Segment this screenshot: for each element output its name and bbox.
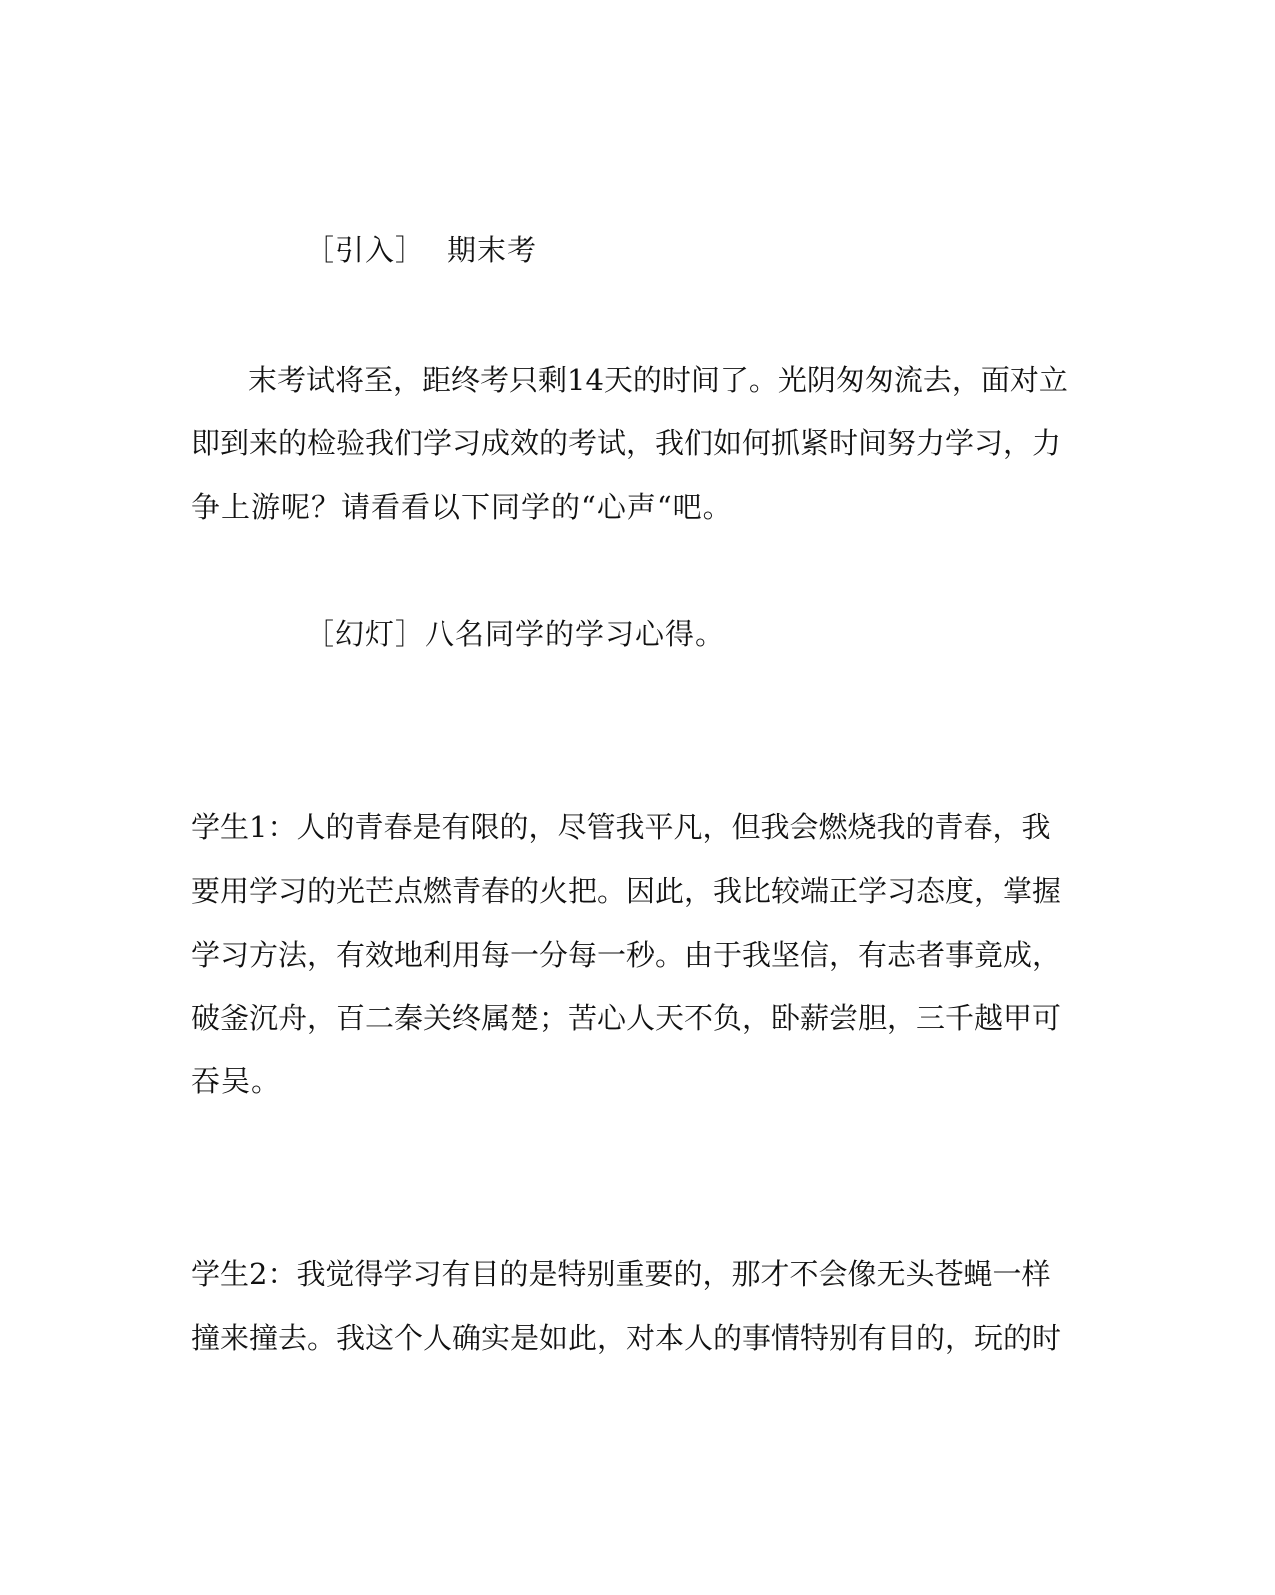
paragraph1-line: 争上游呢？请看看以下同学的“心声“吧。 bbox=[191, 490, 733, 524]
intro-label: ［引入］ bbox=[305, 233, 426, 267]
intro-title: 期末考 bbox=[447, 233, 538, 267]
student1-line: 吞吴。 bbox=[191, 1064, 282, 1098]
student2-line: 撞来撞去。我这个人确实是如此，对本人的事情特别有目的，玩的时 bbox=[191, 1321, 1062, 1355]
student1-line: 要用学习的光芒点燃青春的火把。因此，我比较端正学习态度，掌握 bbox=[191, 874, 1062, 908]
student1-line: 学生1：人的青春是有限的，尽管我平凡，但我会燃烧我的青春，我 bbox=[191, 810, 1051, 844]
paragraph1-line: 末考试将至，距终考只剩14天的时间了。光阴匆匆流去，面对立 bbox=[248, 363, 1068, 397]
intro-heading bbox=[305, 232, 537, 268]
paragraph1-line: 即到来的检验我们学习成效的考试，我们如何抓紧时间努力学习，力 bbox=[191, 426, 1062, 460]
slide-caption: ［幻灯］八名同学的学习心得。 bbox=[305, 617, 726, 651]
student2-line: 学生2：我觉得学习有目的是特别重要的，那才不会像无头苍蝇一样 bbox=[191, 1257, 1051, 1291]
student1-line: 破釜沉舟，百二秦关终属楚；苦心人天不负，卧薪尝胆，三千越甲可 bbox=[191, 1001, 1062, 1035]
student1-line: 学习方法，有效地利用每一分每一秒。由于我坚信，有志者事竟成， bbox=[191, 938, 1062, 972]
